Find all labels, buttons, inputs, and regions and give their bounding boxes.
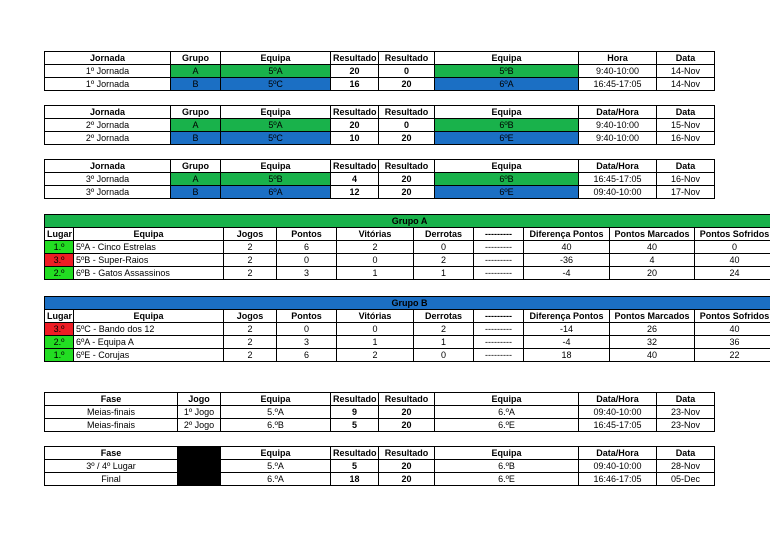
col-data-hora: Data/Hora — [579, 160, 657, 173]
header-row — [45, 393, 715, 406]
group-a-table — [44, 214, 770, 280]
col-data-hora: Data/Hora — [579, 106, 657, 119]
position-badge: 1.º — [45, 349, 74, 362]
position-badge: 2.º — [45, 267, 74, 280]
col-resultado: Resultado — [331, 160, 379, 173]
cell: 5.ºA — [221, 460, 331, 473]
cell: --------- — [474, 349, 524, 362]
cell: 09:40-10:00 — [579, 460, 657, 473]
cell: 2 — [337, 349, 414, 362]
col-data: Data — [657, 52, 715, 65]
cell: 6ºB — [435, 173, 579, 186]
cell: 1º Jornada — [45, 78, 171, 91]
round3-table — [44, 159, 715, 199]
cell: 5ºC — [221, 78, 331, 91]
cell: 3º Jornada — [45, 173, 171, 186]
cell: 9:40-10:00 — [579, 65, 657, 78]
cell: 1º Jogo — [178, 406, 221, 419]
col-resultado: Resultado — [379, 160, 435, 173]
cell: 3 — [277, 336, 337, 349]
col-resultado: Resultado — [331, 52, 379, 65]
cell: 1 — [414, 267, 474, 280]
cell: 0 — [337, 323, 414, 336]
col-vitorias: Vitórias — [337, 228, 414, 241]
col-sofridos: Pontos Sofridos — [695, 228, 770, 241]
cell: B — [171, 132, 221, 145]
col-equipa: Equipa — [435, 447, 579, 460]
col-pontos: Pontos — [277, 228, 337, 241]
team-name: 6ºB - Gatos Assassinos — [74, 267, 224, 280]
cell: 6.ºE — [435, 419, 579, 432]
table-row — [45, 254, 770, 267]
cell: 20 — [379, 78, 435, 91]
cell: 26 — [610, 323, 695, 336]
cell: 2 — [414, 323, 474, 336]
cell: 6ºA — [435, 78, 579, 91]
cell: 5ºB — [221, 173, 331, 186]
cell: 32 — [610, 336, 695, 349]
group-title: Grupo B — [45, 297, 770, 310]
cell: 3 — [277, 267, 337, 280]
blank-cell — [178, 473, 221, 486]
cell: B — [171, 78, 221, 91]
cell: 6.ºB — [435, 460, 579, 473]
col-lugar: Lugar — [45, 310, 74, 323]
cell: 20 — [610, 267, 695, 280]
cell: 5.ºA — [221, 406, 331, 419]
cell: 0 — [695, 241, 770, 254]
col-jogos: Jogos — [224, 310, 277, 323]
col-data-hora: Data/Hora — [579, 447, 657, 460]
team-name: 6ºA - Equipa A — [74, 336, 224, 349]
cell: 9 — [331, 406, 379, 419]
cell: --------- — [474, 323, 524, 336]
cell: 0 — [414, 241, 474, 254]
position-badge: 3.º — [45, 323, 74, 336]
cell: 9:40-10:00 — [579, 119, 657, 132]
cell: 15-Nov — [657, 119, 715, 132]
cell: 4 — [331, 173, 379, 186]
col-hora: Hora — [579, 52, 657, 65]
table-row — [45, 173, 715, 186]
table-row — [45, 119, 715, 132]
cell: 5ºA — [221, 65, 331, 78]
col-derrotas: Derrotas — [414, 310, 474, 323]
cell: 09:40-10:00 — [579, 186, 657, 199]
col-lugar: Lugar — [45, 228, 74, 241]
cell: 20 — [379, 173, 435, 186]
cell: 18 — [331, 473, 379, 486]
col-resultado: Resultado — [379, 447, 435, 460]
cell: 24 — [695, 267, 770, 280]
blank-cell — [178, 447, 221, 460]
cell: 5ºA — [221, 119, 331, 132]
col-resultado: Resultado — [379, 52, 435, 65]
col-equipa: Equipa — [435, 160, 579, 173]
blank-cell — [178, 460, 221, 473]
cell: 22 — [695, 349, 770, 362]
cell: 1º Jornada — [45, 65, 171, 78]
cell: 6ºA — [221, 186, 331, 199]
col-grupo: Grupo — [171, 52, 221, 65]
cell: 10 — [331, 132, 379, 145]
cell: 16-Nov — [657, 173, 715, 186]
col-resultado: Resultado — [331, 393, 379, 406]
cell: --------- — [474, 336, 524, 349]
cell: 0 — [379, 65, 435, 78]
col-equipa: Equipa — [221, 447, 331, 460]
table-row — [45, 349, 770, 362]
col-derrotas: Derrotas — [414, 228, 474, 241]
cell: 1 — [337, 336, 414, 349]
cell: 18 — [524, 349, 610, 362]
col-equipa: Equipa — [435, 393, 579, 406]
cell: 1 — [414, 336, 474, 349]
cell: A — [171, 173, 221, 186]
group-title: Grupo A — [45, 215, 770, 228]
cell: 5 — [331, 460, 379, 473]
cell: --------- — [474, 254, 524, 267]
cell: 20 — [379, 406, 435, 419]
cell: 2 — [224, 336, 277, 349]
cell: 2 — [414, 254, 474, 267]
cell: 3º Jornada — [45, 186, 171, 199]
cell: 16:45-17:05 — [579, 78, 657, 91]
col-jornada: Jornada — [45, 160, 171, 173]
cell: 6.ºB — [221, 419, 331, 432]
col-diferenca: Diferença Pontos — [524, 310, 610, 323]
cell: 2 — [224, 254, 277, 267]
header-row — [45, 160, 715, 173]
table-row — [45, 419, 715, 432]
cell: 3º / 4º Lugar — [45, 460, 178, 473]
col-grupo: Grupo — [171, 106, 221, 119]
col-separator: --------- — [474, 228, 524, 241]
cell: 20 — [379, 460, 435, 473]
col-resultado: Resultado — [331, 106, 379, 119]
cell: -36 — [524, 254, 610, 267]
col-equipa: Equipa — [221, 106, 331, 119]
cell: 16:45-17:05 — [579, 419, 657, 432]
semifinals-table — [44, 392, 715, 432]
col-pontos: Pontos — [277, 310, 337, 323]
col-vitorias: Vitórias — [337, 310, 414, 323]
table-row — [45, 460, 715, 473]
cell: 20 — [331, 119, 379, 132]
cell: B — [171, 186, 221, 199]
col-jornada: Jornada — [45, 52, 171, 65]
table-row — [45, 473, 715, 486]
cell: 36 — [695, 336, 770, 349]
cell: 23-Nov — [657, 406, 715, 419]
table-row — [45, 132, 715, 145]
col-jogo: Jogo — [178, 393, 221, 406]
cell: A — [171, 119, 221, 132]
cell: --------- — [474, 241, 524, 254]
col-data: Data — [657, 447, 715, 460]
table-row — [45, 78, 715, 91]
cell: 16-Nov — [657, 132, 715, 145]
cell: 0 — [277, 254, 337, 267]
table-row — [45, 406, 715, 419]
cell: 20 — [379, 473, 435, 486]
cell: 6.ºA — [435, 406, 579, 419]
table-row — [45, 186, 715, 199]
cell: 20 — [379, 186, 435, 199]
cell: 09:40-10:00 — [579, 406, 657, 419]
cell: 28-Nov — [657, 460, 715, 473]
finals-table — [44, 446, 715, 486]
team-name: 5ºA - Cinco Estrelas — [74, 241, 224, 254]
group-b-table — [44, 296, 770, 362]
col-resultado: Resultado — [379, 393, 435, 406]
col-equipa: Equipa — [221, 160, 331, 173]
cell: A — [171, 65, 221, 78]
header-row — [45, 52, 715, 65]
cell: 2 — [224, 349, 277, 362]
col-data: Data — [657, 106, 715, 119]
round2-table — [44, 105, 715, 145]
cell: Final — [45, 473, 178, 486]
cell: 20 — [379, 419, 435, 432]
team-name: 5ºB - Super-Raios — [74, 254, 224, 267]
position-badge: 2.º — [45, 336, 74, 349]
cell: 17-Nov — [657, 186, 715, 199]
col-data: Data — [657, 160, 715, 173]
cell: 2º Jogo — [178, 419, 221, 432]
col-equipa: Equipa — [435, 52, 579, 65]
col-equipa: Equipa — [221, 393, 331, 406]
col-data: Data — [657, 393, 715, 406]
col-equipa: Equipa — [74, 228, 224, 241]
col-diferenca: Diferença Pontos — [524, 228, 610, 241]
cell: 6 — [277, 349, 337, 362]
header-row — [45, 447, 715, 460]
cell: 12 — [331, 186, 379, 199]
header-row — [45, 310, 770, 323]
group-title-row — [45, 215, 770, 228]
cell: 14-Nov — [657, 78, 715, 91]
cell: 9:40-10:00 — [579, 132, 657, 145]
cell: Meias-finais — [45, 406, 178, 419]
table-row — [45, 267, 770, 280]
cell: 4 — [610, 254, 695, 267]
round1-table — [44, 51, 715, 91]
cell: 40 — [524, 241, 610, 254]
cell: 16:45-17:05 — [579, 173, 657, 186]
cell: 16 — [331, 78, 379, 91]
cell: 40 — [610, 349, 695, 362]
position-badge: 1.º — [45, 241, 74, 254]
col-marcados: Pontos Marcados — [610, 228, 695, 241]
team-name: 6ºE - Corujas — [74, 349, 224, 362]
cell: 2 — [337, 241, 414, 254]
col-equipa: Equipa — [74, 310, 224, 323]
cell: 6ºB — [435, 119, 579, 132]
cell: 0 — [379, 119, 435, 132]
cell: 6ºE — [435, 132, 579, 145]
table-row — [45, 323, 770, 336]
cell: 23-Nov — [657, 419, 715, 432]
col-fase: Fase — [45, 447, 178, 460]
cell: 2 — [224, 241, 277, 254]
cell: 6 — [277, 241, 337, 254]
cell: 0 — [414, 349, 474, 362]
table-row — [45, 65, 715, 78]
col-data-hora: Data/Hora — [579, 393, 657, 406]
cell: 20 — [331, 65, 379, 78]
col-resultado: Resultado — [379, 106, 435, 119]
position-badge: 3.º — [45, 254, 74, 267]
group-title-row — [45, 297, 770, 310]
cell: 2º Jornada — [45, 132, 171, 145]
cell: -4 — [524, 267, 610, 280]
cell: 2º Jornada — [45, 119, 171, 132]
cell: 40 — [610, 241, 695, 254]
col-jornada: Jornada — [45, 106, 171, 119]
cell: 2 — [224, 323, 277, 336]
col-resultado: Resultado — [331, 447, 379, 460]
cell: 1 — [337, 267, 414, 280]
cell: 40 — [695, 254, 770, 267]
col-jogos: Jogos — [224, 228, 277, 241]
col-grupo: Grupo — [171, 160, 221, 173]
col-equipa: Equipa — [221, 52, 331, 65]
col-sofridos: Pontos Sofridos — [695, 310, 770, 323]
col-fase: Fase — [45, 393, 178, 406]
table-row — [45, 241, 770, 254]
table-row — [45, 336, 770, 349]
cell: Meias-finais — [45, 419, 178, 432]
cell: --------- — [474, 267, 524, 280]
col-equipa: Equipa — [435, 106, 579, 119]
cell: 5ºB — [435, 65, 579, 78]
cell: 14-Nov — [657, 65, 715, 78]
cell: 6.ºA — [221, 473, 331, 486]
cell: 6.ºE — [435, 473, 579, 486]
cell: 40 — [695, 323, 770, 336]
cell: 5ºC — [221, 132, 331, 145]
col-separator: --------- — [474, 310, 524, 323]
cell: 5 — [331, 419, 379, 432]
cell: 20 — [379, 132, 435, 145]
cell: 16:46-17:05 — [579, 473, 657, 486]
header-row — [45, 228, 770, 241]
cell: 05-Dec — [657, 473, 715, 486]
cell: -14 — [524, 323, 610, 336]
cell: -4 — [524, 336, 610, 349]
team-name: 5ºC - Bando dos 12 — [74, 323, 224, 336]
col-marcados: Pontos Marcados — [610, 310, 695, 323]
cell: 2 — [224, 267, 277, 280]
header-row — [45, 106, 715, 119]
cell: 0 — [337, 254, 414, 267]
cell: 0 — [277, 323, 337, 336]
cell: 6ºE — [435, 186, 579, 199]
